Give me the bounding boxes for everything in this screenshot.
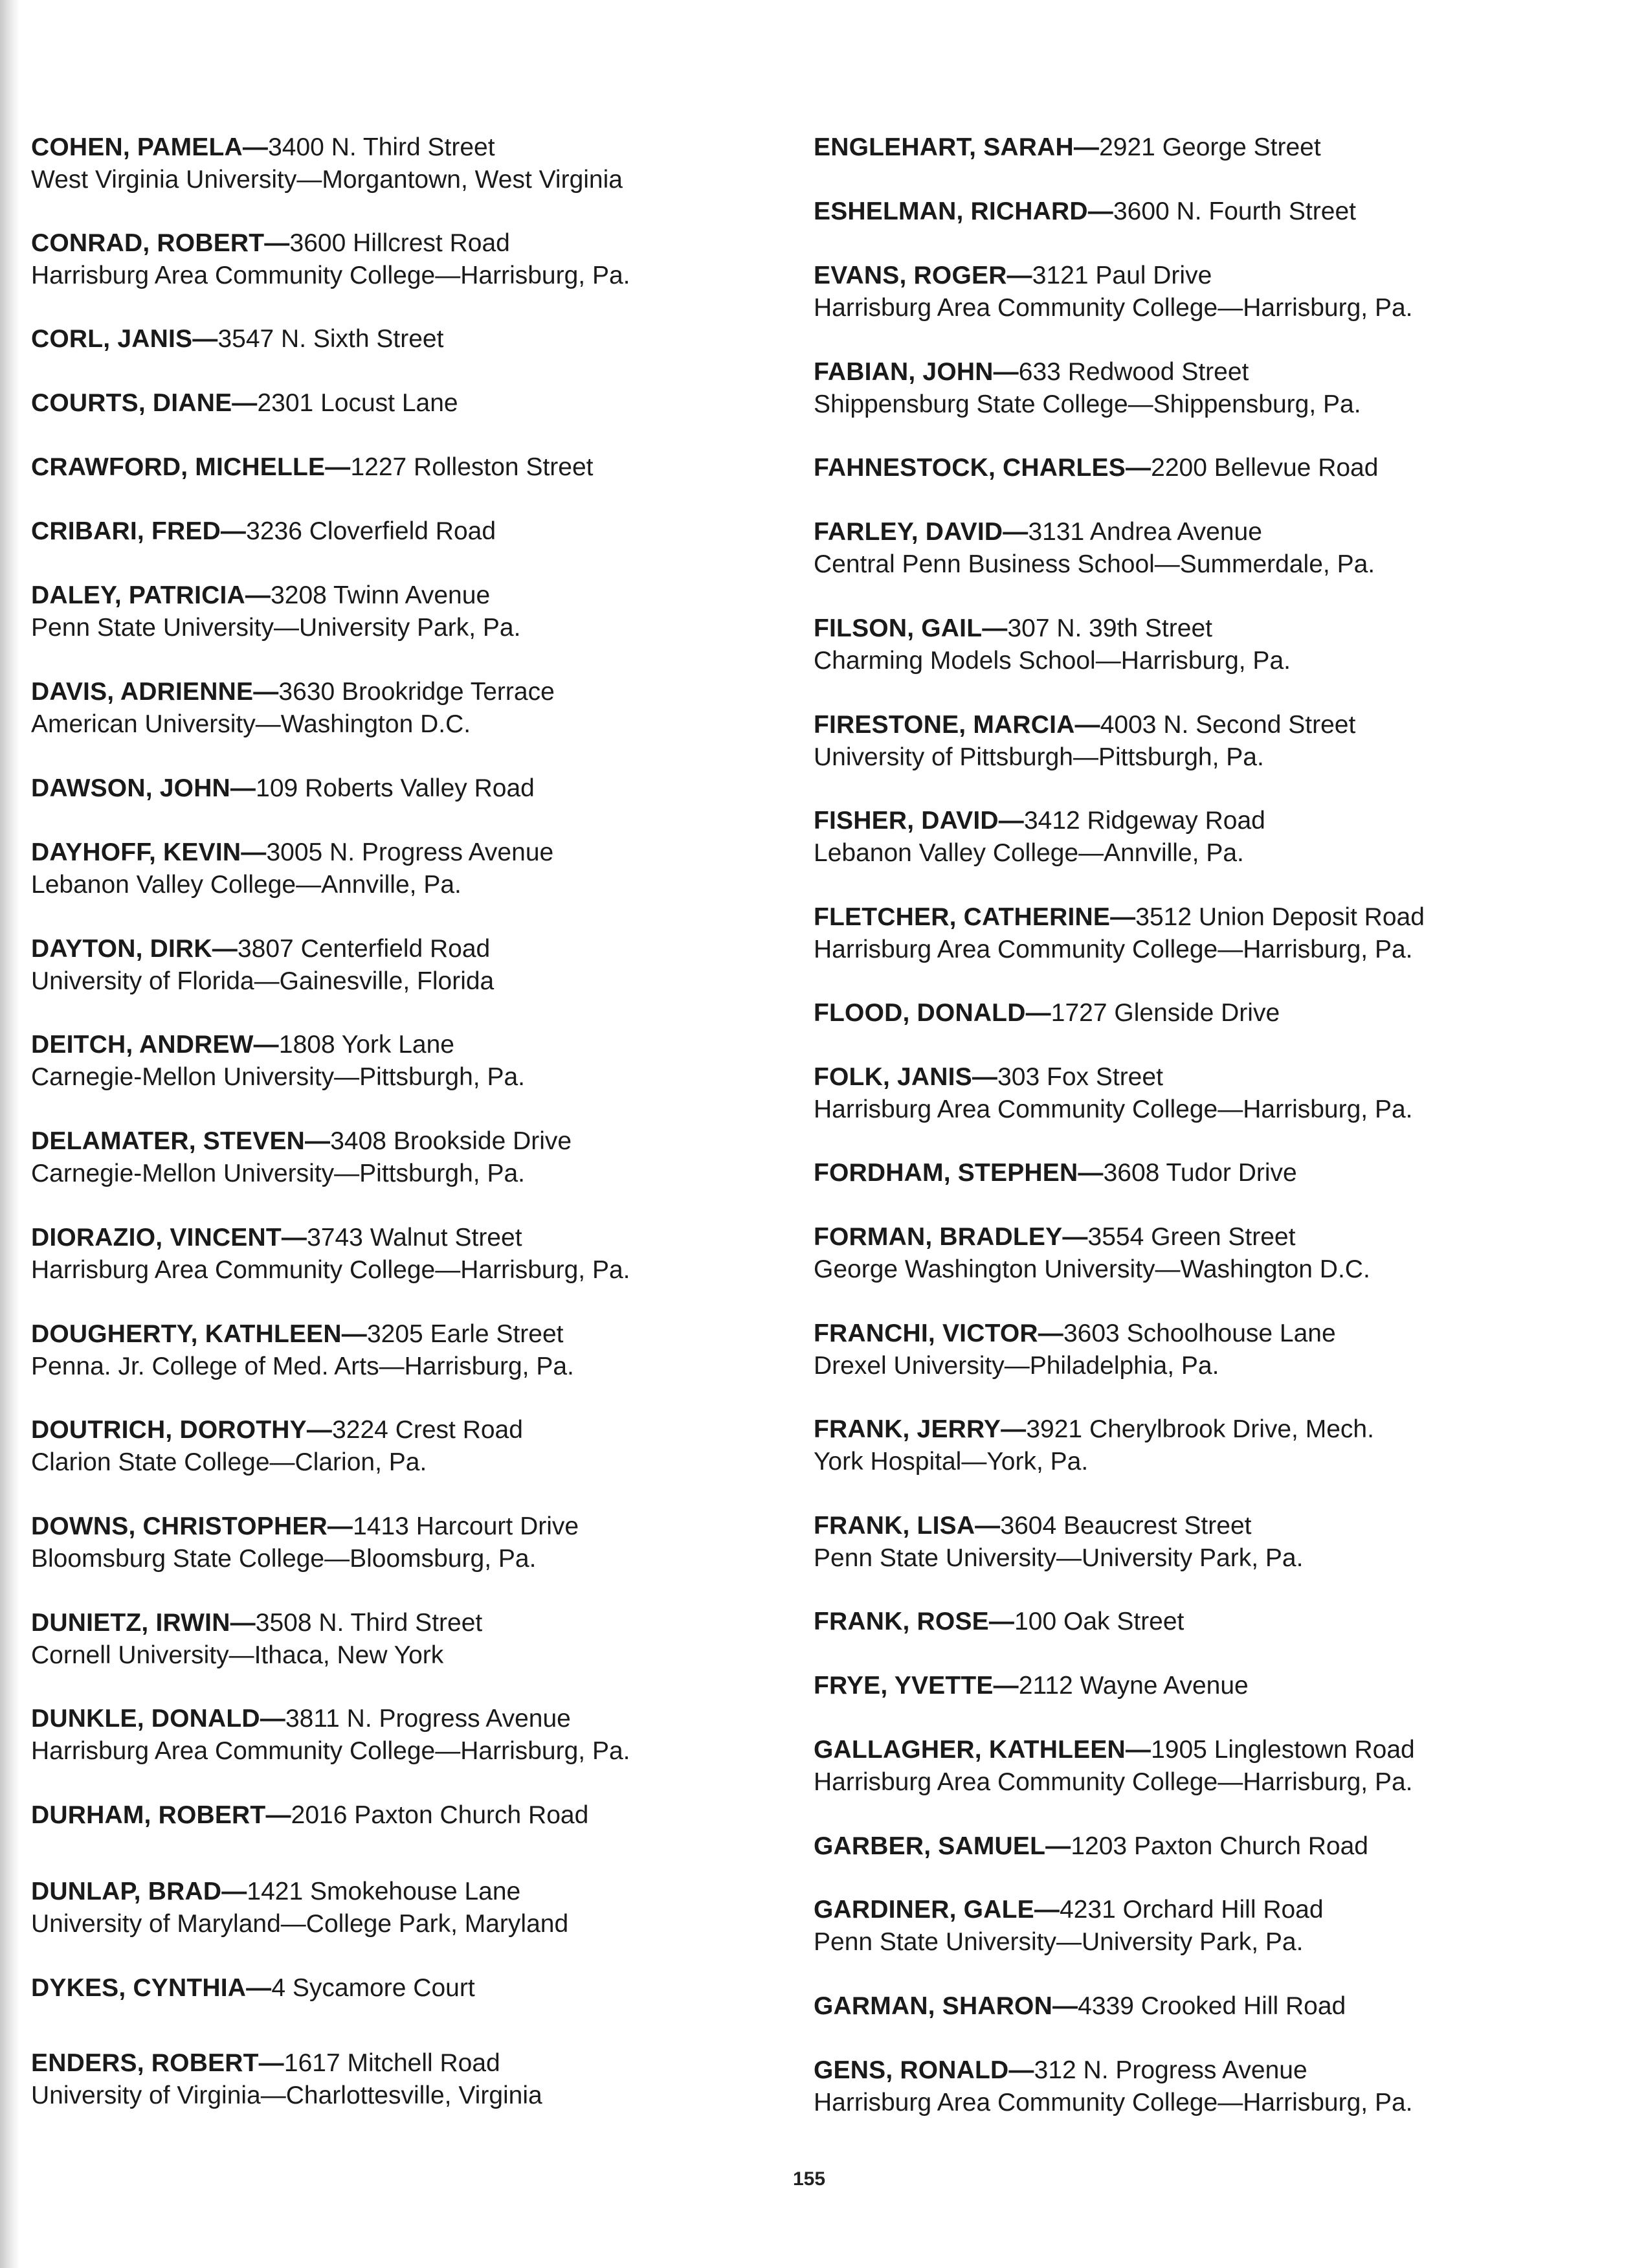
directory-entry	[814, 1606, 1184, 1638]
entry-address: 1727 Glenside Drive	[1051, 999, 1280, 1027]
entry-school: Penn State University—University Park, Pa.	[814, 1928, 1304, 1956]
directory-entry	[814, 131, 1321, 164]
entry-name: DAWSON, JOHN—	[31, 774, 256, 802]
entry-name-line	[31, 1607, 482, 1639]
directory-entry	[31, 515, 496, 548]
entry-address: 3807 Centerfield Road	[237, 935, 491, 963]
entry-name: FORMAN, BRADLEY—	[814, 1223, 1088, 1251]
entry-name-line	[31, 2047, 542, 2080]
entry-name: FORDHAM, STEPHEN—	[814, 1159, 1104, 1187]
entry-name: GARMAN, SHARON—	[814, 1992, 1078, 2020]
entry-address: 3512 Union Deposit Road	[1135, 903, 1425, 931]
directory-entry	[814, 452, 1378, 484]
entry-school: American University—Washington D.C.	[31, 710, 471, 738]
entry-name: CRAWFORD, MICHELLE—	[31, 453, 351, 481]
entry-address: 3208 Twinn Avenue	[271, 581, 491, 609]
directory-entry	[814, 1670, 1249, 1702]
entry-name-line	[814, 1894, 1324, 1926]
entry-name: FLOOD, DONALD—	[814, 999, 1051, 1027]
entry-school: George Washington University—Washington D.C.	[814, 1255, 1370, 1283]
entry-address: 3630 Brookridge Terrace	[278, 678, 555, 706]
entry-address: 3205 Earle Street	[366, 1320, 564, 1348]
entry-name: FOLK, JANIS—	[814, 1063, 998, 1091]
entry-name: DAVIS, ADRIENNE—	[31, 678, 279, 706]
entry-address: 1808 York Lane	[278, 1031, 454, 1059]
entry-school: Lebanon Valley College—Annville, Pa.	[814, 839, 1244, 867]
entry-name: ENDERS, ROBERT—	[31, 2049, 284, 2077]
directory-entry	[814, 516, 1375, 581]
directory-entry	[31, 451, 594, 484]
entry-name: DUNKLE, DONALD—	[31, 1705, 285, 1733]
entry-name-line	[31, 836, 553, 869]
entry-address: 3224 Crest Road	[332, 1416, 523, 1444]
entry-address: 3236 Cloverfield Road	[246, 517, 496, 545]
entry-name-line	[814, 1830, 1368, 1863]
entry-name-line	[814, 131, 1321, 164]
entry-name-line	[31, 387, 458, 420]
entry-address: 303 Fox Street	[997, 1063, 1163, 1091]
entry-name-line	[814, 196, 1356, 228]
directory-entry	[814, 805, 1265, 870]
entry-name-line	[814, 1318, 1336, 1350]
entry-address: 1413 Harcourt Drive	[353, 1512, 579, 1540]
entry-school: Clarion State College—Clarion, Pa.	[31, 1448, 427, 1476]
entry-school: Drexel University—Philadelphia, Pa.	[814, 1352, 1219, 1380]
entry-school: Bloomsburg State College—Bloomsburg, Pa.	[31, 1545, 537, 1573]
entry-school: Carnegie-Mellon University—Pittsburgh, Pa.	[31, 1063, 525, 1091]
entry-name-line	[31, 1510, 579, 1543]
entry-name-line	[814, 260, 1413, 292]
entry-school: Harrisburg Area Community College—Harrisburg, Pa.	[814, 936, 1413, 963]
entry-address: 307 N. 39th Street	[1007, 614, 1212, 642]
entry-name: DYKES, CYNTHIA—	[31, 1974, 272, 2002]
directory-entry	[814, 1221, 1370, 1286]
entry-school: Harrisburg Area Community College—Harrisburg, Pa.	[814, 2089, 1413, 2116]
entry-name: FLETCHER, CATHERINE—	[814, 903, 1136, 931]
directory-entry	[31, 1029, 525, 1094]
directory-entry	[31, 1703, 630, 1768]
directory-entry	[814, 709, 1355, 774]
entry-name: FRYE, YVETTE—	[814, 1672, 1019, 1700]
entry-name-line	[31, 1029, 525, 1061]
entry-name: CRIBARI, FRED—	[31, 517, 247, 545]
entry-name: DOWNS, CHRISTOPHER—	[31, 1512, 353, 1540]
entry-school: University of Virginia—Charlottesville, Virginia	[31, 2082, 542, 2109]
entry-name: FRANK, LISA—	[814, 1512, 1001, 1540]
entry-address: 3811 N. Progress Avenue	[285, 1705, 571, 1733]
entry-school: Harrisburg Area Community College—Harrisburg, Pa.	[814, 1095, 1413, 1123]
entry-school: West Virginia University—Morgantown, West Virginia	[31, 166, 623, 194]
entry-name-line	[31, 1125, 572, 1158]
entry-name: GALLAGHER, KATHLEEN—	[814, 1736, 1151, 1764]
entry-name: DURHAM, ROBERT—	[31, 1801, 291, 1829]
directory-entry	[31, 131, 623, 196]
entry-school: Cornell University—Ithaca, New York	[31, 1641, 444, 1669]
directory-entry	[31, 1510, 579, 1575]
entry-name: EVANS, ROGER—	[814, 262, 1032, 289]
entry-address: 1227 Rolleston Street	[350, 453, 594, 481]
entry-address: 3600 Hillcrest Road	[289, 229, 510, 257]
entry-address: 3121 Paul Drive	[1032, 262, 1212, 289]
entry-name-line	[31, 579, 520, 612]
entry-name-line	[31, 1799, 588, 1832]
entry-address: 2301 Locust Lane	[257, 389, 458, 417]
entry-name-line	[814, 452, 1378, 484]
entry-school: York Hospital—York, Pa.	[814, 1448, 1089, 1476]
entry-name-line	[31, 933, 494, 965]
directory-entry	[814, 1413, 1374, 1478]
entry-address: 1203 Paxton Church Road	[1071, 1832, 1368, 1860]
entry-address: 2112 Wayne Avenue	[1018, 1672, 1249, 1700]
entry-name: DAYTON, DIRK—	[31, 935, 238, 963]
entry-name-line	[31, 676, 555, 708]
entry-name: FRANK, ROSE—	[814, 1608, 1015, 1635]
entry-name: ESHELMAN, RICHARD—	[814, 197, 1113, 225]
entry-name: FISHER, DAVID—	[814, 807, 1024, 835]
entry-address: 3603 Schoolhouse Lane	[1063, 1319, 1336, 1347]
entry-school: Harrisburg Area Community College—Harrisburg, Pa.	[31, 262, 630, 289]
entry-name: FAHNESTOCK, CHARLES—	[814, 454, 1151, 482]
directory-entry	[31, 387, 458, 420]
entry-name: DIORAZIO, VINCENT—	[31, 1224, 307, 1252]
entry-address: 2016 Paxton Church Road	[291, 1801, 589, 1829]
entry-address: 3600 N. Fourth Street	[1113, 197, 1356, 225]
entry-address: 1421 Smokehouse Lane	[247, 1878, 521, 1905]
entry-school: Lebanon Valley College—Annville, Pa.	[31, 871, 462, 899]
directory-entry	[814, 1318, 1336, 1382]
entry-school: Harrisburg Area Community College—Harrisburg, Pa.	[31, 1737, 630, 1765]
directory-entry	[31, 227, 630, 292]
entry-school: University of Maryland—College Park, Maryland	[31, 1910, 569, 1938]
entry-school: Penn State University—University Park, Pa.	[31, 614, 521, 642]
entry-name: CONRAD, ROBERT—	[31, 229, 290, 257]
entry-address: 633 Redwood Street	[1018, 358, 1249, 386]
entry-name: CORL, JANIS—	[31, 325, 218, 353]
entry-name: GENS, RONALD—	[814, 2056, 1034, 2084]
entry-name-line	[31, 1972, 475, 2004]
directory-entry	[814, 1510, 1303, 1575]
page-edge-shadow	[0, 0, 19, 2268]
directory-entry	[31, 1318, 574, 1383]
directory-entry	[31, 579, 520, 644]
entry-name: ENGLEHART, SARAH—	[814, 133, 1100, 161]
directory-entry	[31, 1414, 523, 1479]
entry-address: 2200 Bellevue Road	[1151, 454, 1379, 482]
entry-address: 3400 N. Third Street	[268, 133, 495, 161]
entry-name-line	[814, 709, 1355, 741]
entry-name-line	[814, 1734, 1415, 1766]
entry-address: 3508 N. Third Street	[255, 1609, 483, 1637]
directory-entry	[814, 1830, 1368, 1863]
entry-school: Penna. Jr. College of Med. Arts—Harrisburg, Pa.	[31, 1353, 574, 1380]
entry-school: Harrisburg Area Community College—Harrisburg, Pa.	[814, 1768, 1413, 1796]
entry-name-line	[31, 515, 496, 548]
entry-name: DOUTRICH, DOROTHY—	[31, 1416, 333, 1444]
entry-name-line	[814, 356, 1361, 388]
entry-name-line	[31, 1222, 630, 1254]
directory-entry	[31, 1799, 588, 1832]
entry-name: DAYHOFF, KEVIN—	[31, 838, 267, 866]
directory-entry	[814, 997, 1280, 1029]
entry-name-line	[814, 901, 1425, 934]
entry-address: 3408 Brookside Drive	[330, 1127, 572, 1155]
entry-name-line	[814, 805, 1265, 837]
entry-address: 1617 Mitchell Road	[284, 2049, 500, 2077]
entry-address: 3412 Ridgeway Road	[1023, 807, 1265, 835]
entry-address: 3554 Green Street	[1087, 1223, 1296, 1251]
entry-school: Harrisburg Area Community College—Harrisburg, Pa.	[814, 294, 1413, 322]
entry-name-line	[31, 1876, 568, 1908]
entry-address: 4003 N. Second Street	[1100, 711, 1356, 739]
directory-entry	[814, 356, 1361, 421]
entry-school: Central Penn Business School—Summerdale, Pa.	[814, 550, 1375, 578]
entry-address: 3005 N. Progress Avenue	[266, 838, 554, 866]
entry-name-line	[814, 1606, 1184, 1638]
entry-name: DELAMATER, STEVEN—	[31, 1127, 331, 1155]
entry-address: 4 Sycamore Court	[271, 1974, 475, 2002]
directory-entry	[814, 1990, 1346, 2023]
directory-entry	[31, 1125, 572, 1190]
entry-name: COURTS, DIANE—	[31, 389, 258, 417]
entry-name-line	[814, 1413, 1374, 1446]
entry-address: 109 Roberts Valley Road	[256, 774, 535, 802]
entry-name-line	[814, 1510, 1303, 1542]
entry-address: 1905 Linglestown Road	[1151, 1736, 1415, 1764]
entry-name: FRANCHI, VICTOR—	[814, 1319, 1063, 1347]
entry-address: 3743 Walnut Street	[307, 1224, 522, 1252]
directory-entry	[814, 1894, 1324, 1959]
entry-name-line	[31, 1703, 630, 1735]
entry-name: FILSON, GAIL—	[814, 614, 1008, 642]
directory-entry	[814, 196, 1356, 228]
entry-name-line	[31, 1414, 523, 1446]
entry-name-line	[31, 227, 630, 260]
entry-school: University of Florida—Gainesville, Florida	[31, 967, 495, 995]
entry-name-line	[814, 1157, 1297, 1189]
entry-name: FRANK, JERRY—	[814, 1415, 1027, 1443]
entry-name: DALEY, PATRICIA—	[31, 581, 271, 609]
entry-school: Harrisburg Area Community College—Harrisburg, Pa.	[31, 1256, 630, 1284]
entry-name: GARBER, SAMUEL—	[814, 1832, 1071, 1860]
entry-name: FARLEY, DAVID—	[814, 518, 1029, 546]
directory-entry	[31, 2047, 542, 2112]
directory-entry	[31, 1972, 475, 2004]
entry-name-line	[814, 1061, 1413, 1094]
entry-name-line	[31, 1318, 574, 1351]
entry-address: 4231 Orchard Hill Road	[1060, 1896, 1324, 1924]
entry-school: Penn State University—University Park, Pa.	[814, 1544, 1304, 1572]
entry-name: FABIAN, JOHN—	[814, 358, 1019, 386]
entry-address: 3921 Cherylbrook Drive, Mech.	[1026, 1415, 1374, 1443]
directory-entry	[31, 933, 494, 998]
entry-name: DEITCH, ANDREW—	[31, 1031, 279, 1059]
entry-name-line	[814, 612, 1291, 645]
entry-name-line	[31, 323, 443, 355]
directory-entry	[31, 772, 535, 805]
entry-name: GARDINER, GALE—	[814, 1896, 1060, 1924]
entry-address: 3547 N. Sixth Street	[217, 325, 444, 353]
directory-entry	[814, 901, 1425, 966]
entry-name-line	[31, 451, 594, 484]
directory-entry	[814, 1157, 1297, 1189]
entry-school: Shippensburg State College—Shippensburg, Pa.	[814, 390, 1361, 418]
entry-address: 3608 Tudor Drive	[1103, 1159, 1297, 1187]
entry-address: 312 N. Progress Avenue	[1034, 2056, 1307, 2084]
entry-name-line	[814, 516, 1375, 548]
entry-name-line	[814, 1670, 1249, 1702]
entry-name: FIRESTONE, MARCIA—	[814, 711, 1100, 739]
entry-name: DUNIETZ, IRWIN—	[31, 1609, 256, 1637]
entry-address: 100 Oak Street	[1014, 1608, 1184, 1635]
entry-name: COHEN, PAMELA—	[31, 133, 269, 161]
entry-name-line	[814, 1990, 1346, 2023]
directory-entry	[31, 323, 443, 355]
entry-address: 3604 Beaucrest Street	[1000, 1512, 1252, 1540]
directory-entry	[814, 2054, 1413, 2119]
directory-entry	[814, 1061, 1413, 1126]
directory-entry	[31, 1607, 482, 1672]
directory-entry	[31, 1222, 630, 1286]
entry-name-line	[31, 131, 623, 164]
entry-name-line	[31, 772, 535, 805]
entry-address: 4339 Crooked Hill Road	[1078, 1992, 1346, 2020]
directory-entry	[31, 1876, 568, 1940]
directory-entry	[814, 260, 1413, 324]
entry-school: University of Pittsburgh—Pittsburgh, Pa.	[814, 743, 1264, 771]
directory-entry	[814, 1734, 1415, 1799]
entry-school: Charming Models School—Harrisburg, Pa.	[814, 647, 1291, 675]
entry-name: DUNLAP, BRAD—	[31, 1878, 247, 1905]
entry-name-line	[814, 2054, 1413, 2087]
directory-entry	[814, 612, 1291, 677]
page-number: 155	[792, 2168, 826, 2190]
entry-name-line	[814, 1221, 1370, 1253]
directory-entry	[31, 836, 553, 901]
entry-name: DOUGHERTY, KATHLEEN—	[31, 1320, 367, 1348]
entry-school: Carnegie-Mellon University—Pittsburgh, Pa.	[31, 1160, 525, 1187]
entry-address: 2921 George Street	[1099, 133, 1321, 161]
directory-entry	[31, 676, 555, 741]
entry-address: 3131 Andrea Avenue	[1028, 518, 1262, 546]
entry-name-line	[814, 997, 1280, 1029]
